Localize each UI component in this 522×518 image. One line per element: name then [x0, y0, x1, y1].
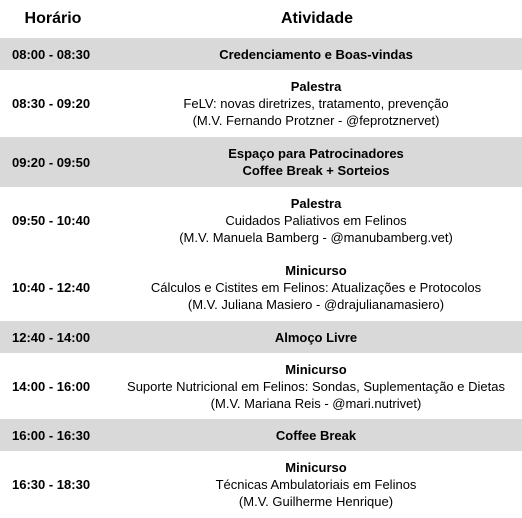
row-speaker: (M.V. Mariana Reis - @mari.nutrivet)	[210, 395, 422, 411]
row-activity	[106, 46, 522, 63]
table-row	[0, 451, 522, 517]
header-time: Horário	[24, 10, 82, 27]
table-row	[0, 353, 522, 419]
row-subtitle: Coffee Break + Sorteios	[242, 163, 390, 178]
row-time: 12:40 - 14:00	[12, 329, 91, 345]
row-kind: Palestra	[290, 195, 342, 211]
row-activity	[106, 145, 522, 179]
row-activity	[106, 329, 522, 346]
row-kind: Minicurso	[285, 459, 347, 475]
table-row	[0, 321, 522, 353]
row-title: Técnicas Ambulatoriais em Felinos	[215, 476, 417, 492]
row-title: Cuidados Paliativos em Felinos	[225, 212, 407, 228]
row-speaker: (M.V. Guilherme Henrique)	[238, 493, 394, 509]
row-kind: Minicurso	[285, 361, 347, 377]
table-row	[0, 419, 522, 451]
row-time: 09:50 - 10:40	[12, 212, 91, 228]
table-row	[0, 70, 522, 137]
row-time: 14:00 - 16:00	[12, 378, 91, 394]
row-time: 10:40 - 12:40	[12, 279, 91, 295]
row-title: Credenciamento e Boas-vindas	[219, 46, 413, 62]
row-title: Cálculos e Cistites em Felinos: Atualizações e Protocolos	[150, 279, 482, 295]
row-kind: Palestra	[290, 79, 342, 94]
row-activity	[106, 427, 522, 444]
row-time: 16:30 - 18:30	[12, 476, 91, 492]
row-title: Espaço para Patrocinadores	[228, 146, 404, 161]
row-time: 08:30 - 09:20	[12, 96, 91, 111]
table-row	[0, 187, 522, 253]
row-speaker: (M.V. Manuela Bamberg - @manubamberg.vet)	[179, 229, 453, 245]
row-time: 08:00 - 08:30	[12, 46, 91, 62]
row-time: 16:00 - 16:30	[12, 427, 91, 443]
row-title: Coffee Break	[275, 427, 357, 443]
row-speaker: (M.V. Juliana Masiero - @drajulianamasiero)	[187, 296, 445, 312]
table-row	[0, 38, 522, 70]
row-time: 09:20 - 09:50	[12, 154, 91, 170]
table-row	[0, 137, 522, 187]
row-speaker: (M.V. Fernando Protzner - @feprotznervet)	[192, 113, 440, 128]
header-activity: Atividade	[280, 10, 353, 27]
table-row	[0, 253, 522, 321]
row-activity	[106, 195, 522, 246]
row-title: Suporte Nutricional em Felinos: Sondas, Suplementação e Dietas	[127, 378, 505, 394]
row-title: Almoço Livre	[274, 329, 358, 345]
row-title: FeLV: novas diretrizes, tratamento, prevenção	[183, 96, 449, 111]
row-activity	[106, 262, 522, 313]
row-activity	[106, 459, 522, 510]
row-activity	[106, 361, 522, 412]
table-header	[0, 0, 522, 38]
row-kind: Minicurso	[285, 262, 347, 278]
row-activity	[106, 78, 522, 129]
